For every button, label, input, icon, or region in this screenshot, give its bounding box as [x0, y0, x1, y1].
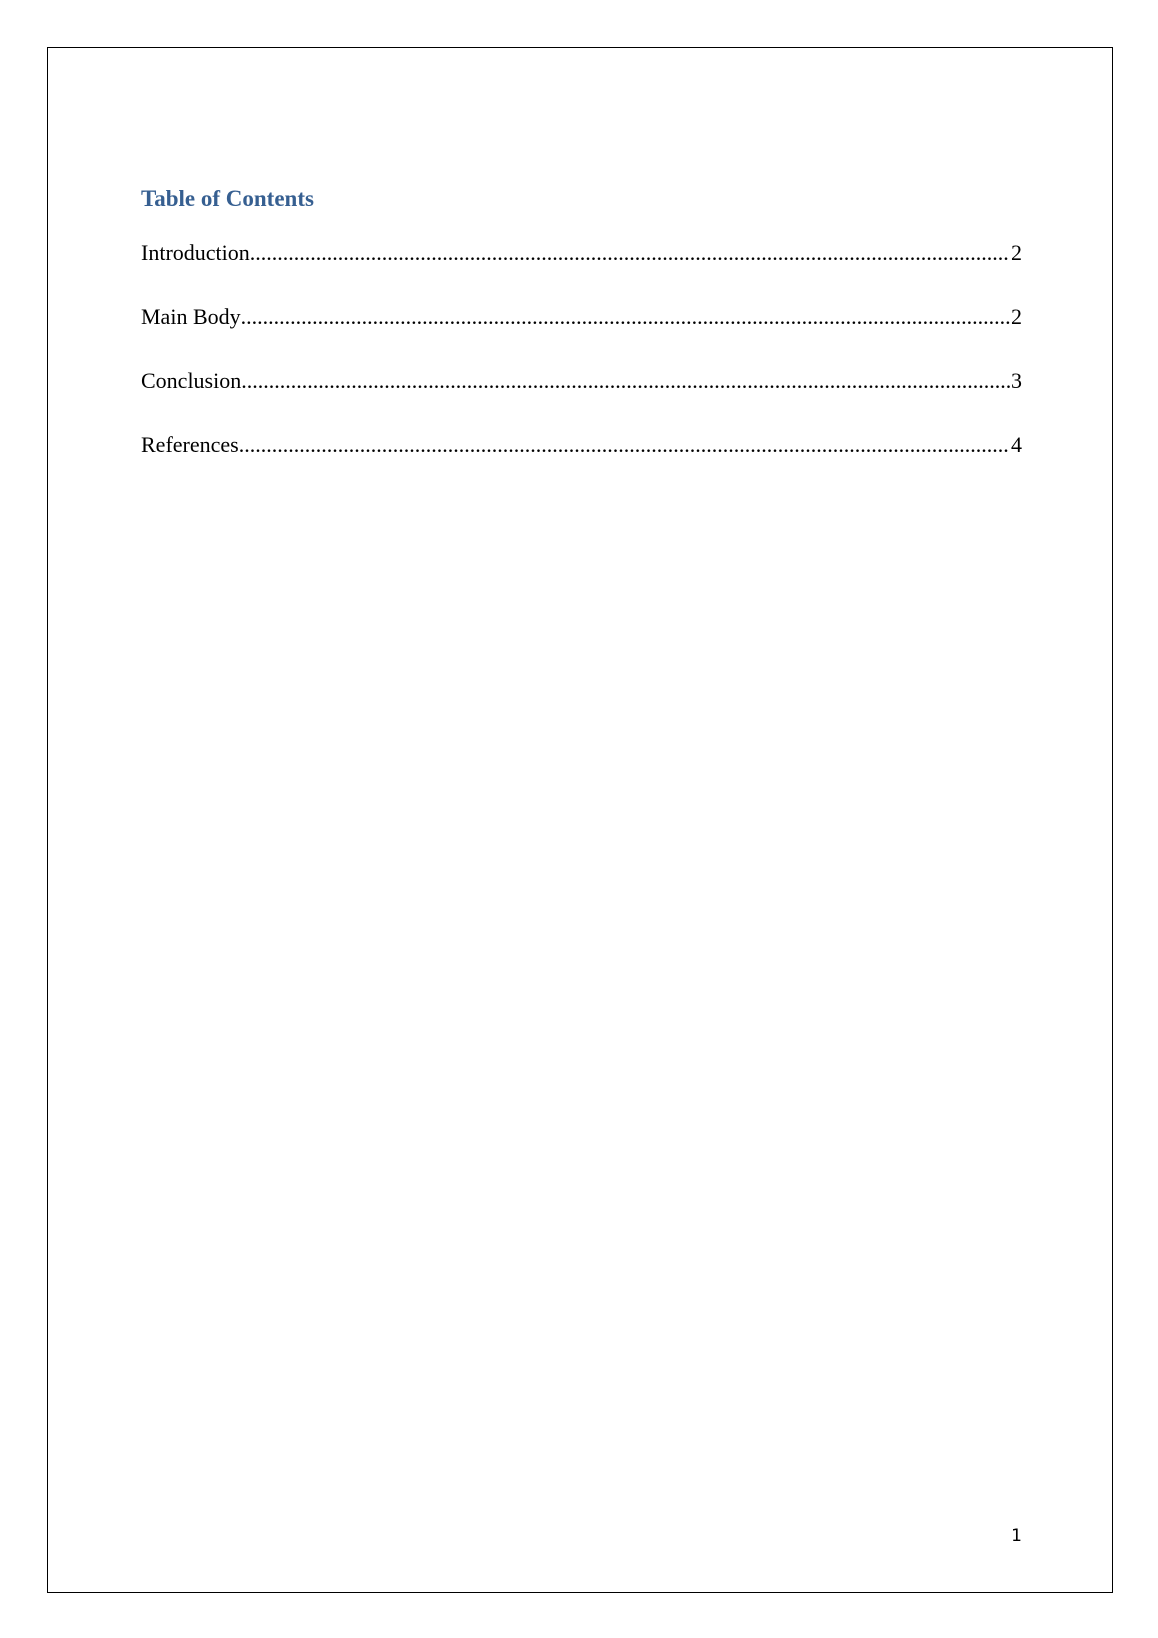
toc-entry-label: Main Body: [141, 304, 241, 329]
toc-dot-leader: [239, 432, 1010, 458]
toc-entry-label: Conclusion: [141, 368, 242, 393]
toc-entry-page: 3: [1011, 368, 1022, 393]
toc-entry-page: 2: [1011, 240, 1022, 265]
page-number: 1: [1011, 1526, 1022, 1546]
toc-entry-label: Introduction: [141, 240, 250, 265]
toc-entry-references[interactable]: [141, 432, 1022, 496]
toc-list: [141, 240, 1022, 496]
toc-dot-leader: [241, 368, 1010, 394]
toc-dot-leader: [241, 304, 1010, 330]
toc-dot-leader: [250, 240, 1010, 266]
toc-entry-main-body[interactable]: [141, 304, 1022, 368]
toc-entry-label: References: [141, 432, 239, 457]
toc-title: Table of Contents: [141, 186, 314, 211]
toc-entry-introduction[interactable]: [141, 240, 1022, 304]
toc-entry-page: 2: [1011, 304, 1022, 329]
toc-entry-conclusion[interactable]: [141, 368, 1022, 432]
toc-entry-page: 4: [1011, 432, 1022, 457]
